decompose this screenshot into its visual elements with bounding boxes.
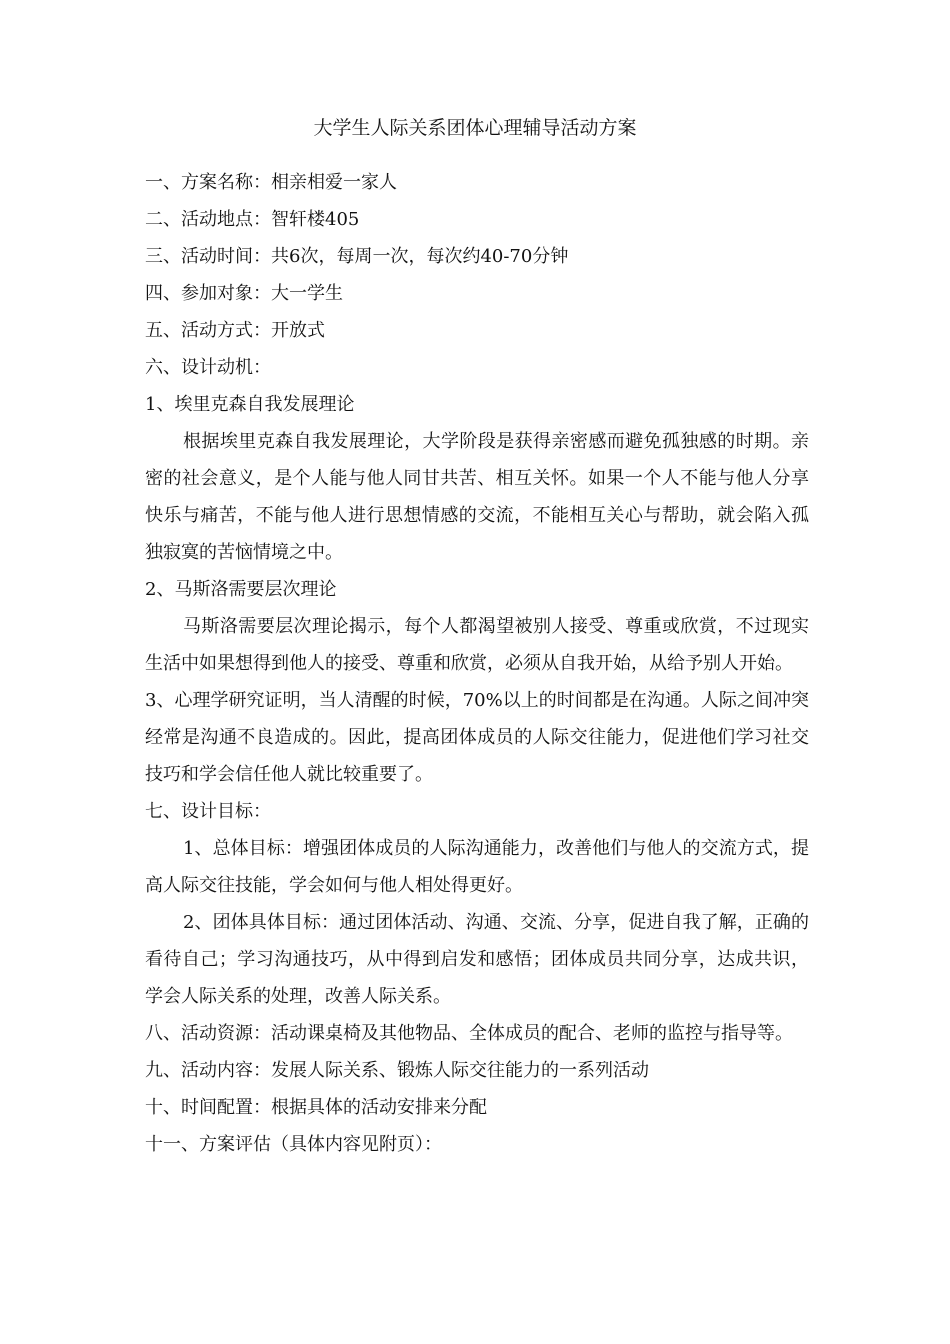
item-schedule: 十、时间配置：根据具体的活动安排来分配: [145, 1097, 487, 1118]
item-participants: 四、参加对象：大一学生: [145, 283, 343, 304]
item-resources: 八、活动资源：活动课桌椅及其他物品、全体成员的配合、老师的监控与指导等。: [145, 1023, 793, 1044]
theory2-heading: 2、马斯洛需要层次理论: [145, 579, 337, 600]
document-body: [145, 164, 809, 1163]
theory1-heading: 1、埃里克森自我发展理论: [145, 394, 355, 415]
item-scheme-name: 一、方案名称：相亲相爱一家人: [145, 172, 397, 193]
item-time: 三、活动时间：共6次，每周一次，每次约40-70分钟: [145, 246, 569, 267]
section-motivation-heading: 六、设计动机：: [145, 357, 271, 378]
section-goals-heading: 七、设计目标：: [145, 801, 271, 822]
goal2-paragraph: 2、团体具体目标：通过团体活动、沟通、交流、分享，促进自我了解，正确的看待自己；学习沟通技巧，从中得到启发和感悟；团体成员共同分享，达成共识，学会人际关系的处理，改善人际关系。: [145, 912, 809, 1007]
goal1-paragraph: 1、总体目标：增强团体成员的人际沟通能力，改善他们与他人的交流方式，提高人际交往技能，学会如何与他人相处得更好。: [145, 838, 809, 896]
item-evaluation: 十一、方案评估（具体内容见附页）：: [145, 1134, 442, 1155]
item-content: 九、活动内容：发展人际关系、锻炼人际交往能力的一系列活动: [145, 1060, 649, 1081]
point3-paragraph: 3、心理学研究证明，当人清醒的时候，70%以上的时间都是在沟通。人际之间冲突经常是沟通不良造成的。因此，提高团体成员的人际交往能力，促进他们学习社交技巧和学会信任他人就比较重要了。: [145, 690, 809, 785]
theory1-paragraph: 根据埃里克森自我发展理论，大学阶段是获得亲密感而避免孤独感的时期。亲密的社会意义，是个人能与他人同甘共苦、相互关怀。如果一个人不能与他人分享快乐与痛苦，不能与他人进行思想情感的交流，不能相互关心与帮助，就会陷入孤独寂寞的苦恼情境之中。: [145, 431, 809, 563]
item-mode: 五、活动方式：开放式: [145, 320, 325, 341]
document-title: 大学生人际关系团体心理辅导活动方案: [313, 117, 637, 139]
item-location: 二、活动地点：智轩楼405: [145, 209, 360, 230]
theory2-paragraph: 马斯洛需要层次理论揭示，每个人都渴望被别人接受、尊重或欣赏，不过现实生活中如果想得到他人的接受、尊重和欣赏，必须从自我开始，从给予别人开始。: [145, 616, 809, 674]
